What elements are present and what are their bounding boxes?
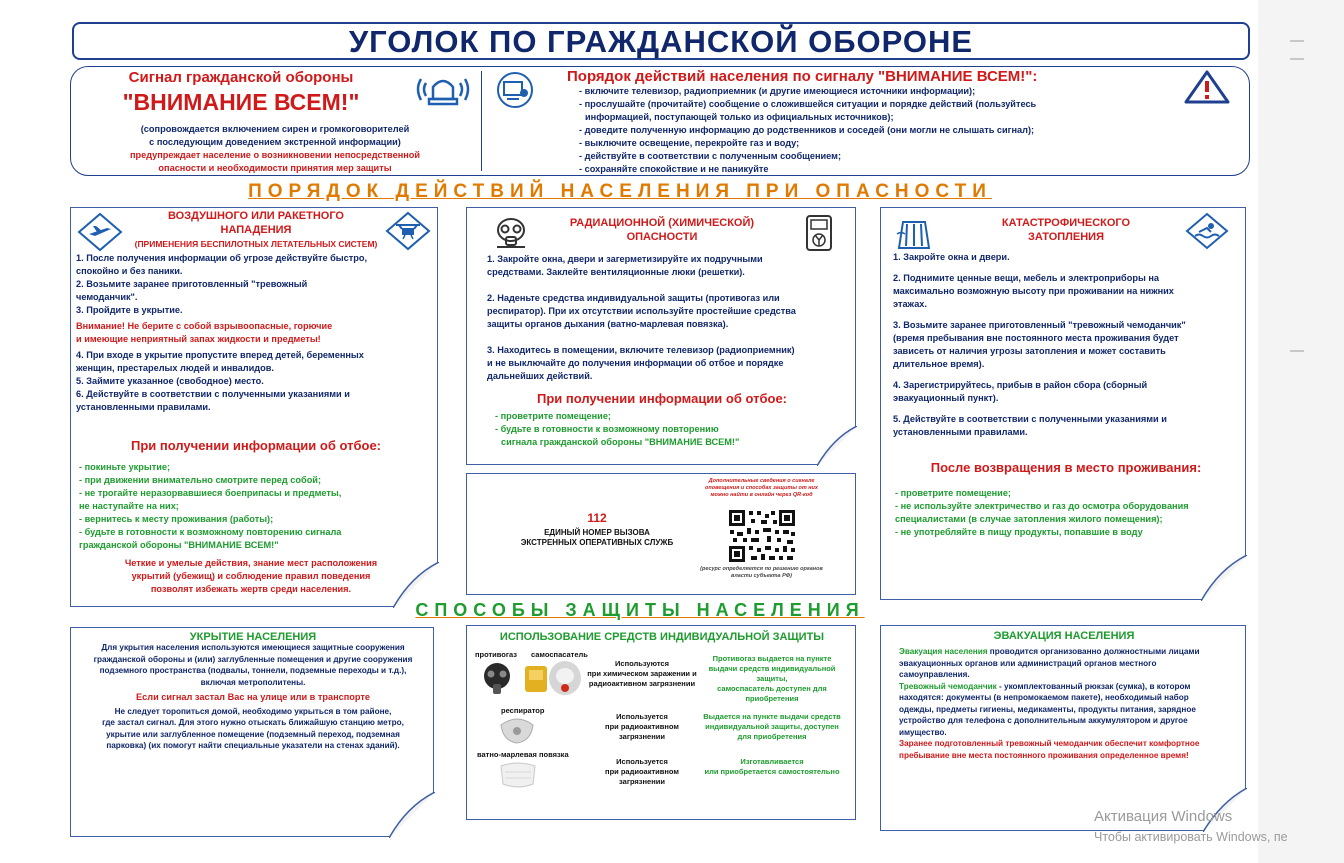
ppe-get-line: приобретения [745, 694, 799, 703]
card-air-attack [70, 207, 438, 607]
ppe-use-line: загрязнении [619, 732, 665, 741]
ppe-get-2 [697, 712, 847, 742]
shelter-line: Для укрытия населения используются имеющиеся защитные сооружения [101, 643, 405, 652]
page-curl-icon [817, 426, 857, 466]
bandage-icon [497, 760, 539, 795]
evac-line: одежды, предметы гигиены, медикаменты, продукты питания, зарядное [899, 704, 1196, 714]
evac-text [899, 646, 1243, 761]
ppe-use-line: при радиоактивном [605, 767, 679, 776]
evac-red-line: Заранее подготовленный тревожный чемоданчик обеспечит комфортное [899, 739, 1200, 748]
air-step: женщин, престарелых людей и инвалидов. [76, 363, 274, 373]
respirator-icon [497, 715, 537, 750]
signal-actions-title: Порядок действий населения по сигналу "ВНИМАНИЕ ВСЕМ!": [567, 68, 1038, 85]
rad-step: средствами. Заклейте вентиляционные люки (решетки). [487, 267, 745, 277]
rescuer-hood-icon [523, 658, 583, 703]
rad-card-title [537, 216, 787, 244]
flood-step: 2. Поднимите ценные вещи, мебель и электроприборы на [893, 273, 1160, 283]
evac-red-line: пребывание вне места постоянного проживания определенное время! [899, 750, 1189, 760]
flood-step: максимально возможную высоту при проживании на нижних [893, 286, 1174, 296]
air-clear-item: не наступайте на них; [79, 501, 179, 511]
section-dangers-header: ПОРЯДОК ДЕЙСТВИЙ НАСЕЛЕНИЯ ПРИ ОПАСНОСТИ [248, 181, 992, 202]
shelter-line: гражданской обороны и (или) заглубленные помещения и другие сооружения [93, 654, 413, 664]
shelter-line: включая метрополитены. [200, 677, 306, 687]
evac-highlight: Тревожный чемоданчик [899, 681, 997, 691]
evac-line: эвакуационных органов или администраций органов местного [899, 658, 1157, 668]
signal-divider [481, 71, 482, 171]
ppe-get-line: индивидуальной защиты, доступен [705, 722, 839, 731]
evac-highlight: Эвакуация населения [899, 647, 988, 656]
flood-steps [893, 251, 1243, 439]
emergency-label-line: ЕДИНЫЙ НОМЕР ВЫЗОВА [544, 528, 650, 537]
signal-note [95, 123, 455, 175]
poster-title-box [72, 22, 1250, 60]
air-clear-list [79, 461, 419, 552]
air-clear-item: - вернитесь к месту проживания (работы); [79, 514, 274, 524]
flood-step: 3. Возьмите заранее приготовленный "тревожный чемоданчик" [893, 320, 1186, 330]
evac-line [899, 646, 1243, 658]
ppe-gasmask-label: противогаз [475, 650, 517, 659]
rad-clear-item: сигнала гражданской обороны "ВНИМАНИЕ ВСЕМ!" [501, 437, 740, 447]
signal-box [70, 66, 1250, 176]
qr-caption-bottom: (ресурс определяется по решению органов власти субъекта РФ) [700, 566, 823, 579]
signal-action: - доведите полученную информацию до родственников и соседей (они могли не слышать сигнал); [579, 125, 1035, 135]
ppe-use-line: Используется [616, 712, 668, 721]
rad-step: и не выключайте до получения информации об отбое и порядке [487, 358, 784, 368]
warning-triangle-icon [1183, 69, 1231, 110]
drone-icon [385, 211, 431, 256]
air-clear-item: - при движении внимательно смотрите перед собой; [79, 475, 322, 485]
ppe-get-line: самоспасатель доступен для [717, 684, 827, 693]
card-flood [880, 207, 1246, 600]
air-step: 1. После получения информации об угрозе действуйте быстро, [76, 253, 368, 263]
rad-card-title-line: ОПАСНОСТИ [626, 231, 698, 243]
shelter-line: укрытие или заглубленное помещение (подземный переход, подземная [106, 729, 400, 739]
evac-title: ЭВАКУАЦИЯ НАСЕЛЕНИЯ [993, 630, 1135, 642]
evac-line: находятся: документы (в непромокаемом пакете), необходимый набор [899, 693, 1189, 702]
shelter-line: подземного пространства (подвалы, тоннели, подземные переходы и т.д.), [99, 666, 407, 675]
qr-code-icon[interactable] [727, 508, 797, 569]
flood-card-title [951, 216, 1181, 244]
rad-step: дальнейших действий. [487, 371, 593, 381]
air-step: установленными правилами. [76, 402, 211, 412]
flood-return-title: После возвращения в место проживания: [930, 460, 1202, 475]
ppe-get-line: Выдается на пункте выдачи средств [703, 712, 841, 721]
flood-step: установленными правилами. [893, 427, 1028, 437]
rad-step: 1. Закройте окна, двери и загерметизируйте их подручными [487, 254, 763, 264]
ppe-use-line: загрязнении [619, 777, 665, 786]
rad-step: защиты органов дыхания (ватно-марлевая повязка). [487, 319, 729, 329]
page-curl-icon [389, 792, 435, 838]
shelter-text [75, 642, 431, 752]
ppe-get-line: для приобретения [737, 732, 807, 741]
air-clear-title: При получении информации об отбое: [130, 438, 381, 453]
shelter-red-heading: Если сигнал застал Вас на улице или в транспорте [136, 692, 370, 702]
ppe-bandage-label: ватно-марлевая повязка [477, 750, 569, 759]
siren-icon [416, 71, 470, 112]
air-clear-item: - будьте в готовности к возможному повторению сигнала [79, 527, 342, 537]
ppe-get-3 [697, 757, 847, 777]
section-protection-header: СПОСОБЫ ЗАЩИТЫ НАСЕЛЕНИЯ [415, 600, 865, 620]
evac-line-rest: проводится организованно должностными лицами [987, 647, 1200, 656]
signal-action: - действуйте в соответствии с полученным сообщением; [579, 151, 842, 161]
ppe-get-line: защиты, [756, 674, 788, 683]
shelter-line: парковка) (их помогут найти специальные указатели на стенах зданий). [106, 741, 400, 750]
air-step: 5. Займите указанное (свободное) место. [76, 376, 264, 386]
dosimeter-icon [803, 214, 835, 257]
rad-step: 3. Находитесь в помещении, включите телевизор (радиоприемник) [487, 345, 795, 355]
evac-line: имущество. [899, 727, 947, 737]
ppe-use-3 [577, 757, 707, 787]
air-warning: и имеющие неприятный запах жидкости и предметы! [76, 334, 321, 344]
flood-return-item: специалистами (в случае затопления жилого помещения); [895, 514, 1163, 524]
air-card-title-line: НАПАДЕНИЯ [220, 224, 292, 236]
flood-step: 4. Зарегистрируйтесь, прибыв в район сбора (сборный [893, 380, 1148, 390]
flood-step: 1. Закройте окна и двери. [893, 252, 1010, 262]
air-footer-line: позволят избежать жертв среди населения. [150, 584, 352, 594]
signal-name: "ВНИМАНИЕ ВСЕМ!" [122, 89, 360, 115]
poster-title: УГОЛОК ПО ГРАЖДАНСКОЙ ОБОРОНЕ [348, 24, 974, 59]
evac-line-rest: - укомплектованный рюкзак (сумка), в котором [996, 681, 1191, 691]
flood-step: зависеть от наличия угрозы затопления и может составить [893, 346, 1166, 356]
air-card-title [131, 209, 381, 237]
ppe-respirator-label: респиратор [501, 706, 545, 715]
shelter-line: где застал сигнал. Для этого нужно отыскать ближайшую станцию метро, [102, 718, 404, 727]
air-step: 6. Действуйте в соответствии с полученными указаниями и [76, 389, 350, 399]
signal-note-line: с последующим доведением экстренной информации) [149, 137, 401, 147]
card-shelter [70, 627, 434, 837]
rad-steps [487, 253, 852, 383]
card-radiation [466, 207, 856, 465]
signal-note-line: (сопровождается включением сирен и громкоговорителей [140, 124, 410, 134]
windows-activation-title: Активация Windows [1094, 808, 1233, 825]
flood-step: длительное время). [893, 359, 985, 369]
flood-card-title-line: КАТАСТРОФИЧЕСКОГО [1001, 217, 1131, 229]
air-clear-item: - не трогайте неразорвавшиеся боеприпасы и предметы, [79, 488, 342, 498]
windows-activation-subtitle: Чтобы активировать Windows, пе [1094, 830, 1288, 844]
ppe-get-line: Противогаз выдается на пункте [712, 654, 832, 663]
ppe-title: ИСПОЛЬЗОВАНИЕ СРЕДСТВ ИНДИВИДУАЛЬНОЙ ЗАЩИТЫ [499, 631, 825, 643]
flood-return-item: - проветрите помещение; [895, 488, 1011, 498]
ppe-use-2 [577, 712, 707, 742]
air-steps [76, 252, 431, 414]
rad-step: 2. Наденьте средства индивидуальной защиты (противогаз или [487, 293, 780, 303]
flood-return-list [895, 487, 1240, 539]
card-emergency-number [466, 473, 856, 595]
air-footer-line: укрытий (убежищ) и соблюдение правил поведения [131, 571, 371, 581]
ppe-use-line: Используются [615, 659, 669, 668]
signal-note-red: опасности и необходимости принятия мер защиты [158, 163, 392, 173]
air-card-subtitle: (ПРИМЕНЕНИЯ БЕСПИЛОТНЫХ ЛЕТАТЕЛЬНЫХ СИСТЕМ) [134, 239, 378, 249]
ppe-use-1 [577, 659, 707, 689]
emergency-number: 112 [587, 511, 607, 525]
ppe-rescuer-label: самоспасатель [531, 650, 588, 659]
ppe-use-line: при химическом заражении и [587, 669, 697, 678]
ppe-use-line: Используется [616, 757, 668, 766]
air-clear-item: гражданской обороны "ВНИМАНИЕ ВСЕМ!" [79, 540, 279, 550]
tv-info-icon [493, 71, 537, 114]
signal-note-red: предупреждает население о возникновении непосредственной [129, 150, 421, 160]
shelter-title: УКРЫТИЕ НАСЕЛЕНИЯ [189, 631, 317, 643]
flood-swimmer-icon [1185, 212, 1229, 255]
rad-clear-item: - проветрите помещение; [495, 411, 611, 421]
ppe-use-line: радиоактивном загрязнении [588, 679, 696, 688]
flood-return-item: - не используйте электричество и газ до осмотра оборудования [895, 501, 1189, 511]
ppe-get-line: выдачи средств индивидуальной [708, 664, 836, 673]
air-step: 2. Возьмите заранее приготовленный "тревожный [76, 279, 308, 289]
signal-action: - выключите освещение, перекройте газ и воду; [579, 138, 800, 148]
ppe-use-line: при радиоактивном [605, 722, 679, 731]
rad-clear-item: - будьте в готовности к возможному повторению [495, 424, 719, 434]
ppe-get-1 [697, 654, 847, 704]
air-clear-item: - покиньте укрытие; [79, 462, 171, 472]
signal-action: - включите телевизор, радиоприемник (и другие имеющиеся источники информации); [579, 86, 976, 96]
flood-step: эвакуационный пункт). [893, 393, 999, 403]
rad-clear-list [495, 410, 835, 449]
rad-step: респиратор). При их отсутствии используйте простейшие средства [487, 306, 796, 316]
card-ppe [466, 625, 856, 820]
air-step: спокойно и без паники. [76, 266, 183, 276]
evac-line [899, 681, 1243, 693]
signal-action: - прослушайте (прочитайте) сообщение о сложившейся ситуации и порядке действий (пользуйтесь [579, 99, 1037, 109]
air-footer-line: Четкие и умелые действия, знание мест расположения [124, 558, 378, 568]
rad-card-title-line: РАДИАЦИОННОЙ (ХИМИЧЕСКОЙ) [569, 217, 755, 229]
card-evacuation [880, 625, 1246, 831]
air-warning: Внимание! Не берите с собой взрывоопасные, горючие [76, 321, 333, 331]
rad-clear-title: При получении информации об отбое: [536, 391, 787, 406]
flood-step: (время пребывания вне постоянного места проживания будет [893, 333, 1179, 343]
flood-card-title-line: ЗАТОПЛЕНИЯ [1027, 231, 1104, 243]
right-strip [1258, 0, 1344, 863]
signal-action: - сохраняйте спокойствие и не паникуйте [579, 164, 769, 174]
evac-line: устройство для телефона с дополнительным аккумулятором и другое [899, 716, 1188, 725]
shelter-line: Не следует торопиться домой, необходимо укрыться в том районе, [114, 706, 392, 716]
air-step: 3. Пройдите в укрытие. [76, 305, 183, 315]
gas-mask-icon [493, 216, 529, 255]
signal-left-panel [71, 67, 481, 175]
air-step: чемоданчик". [76, 292, 138, 302]
page-curl-icon [1201, 555, 1247, 601]
emergency-label [497, 528, 697, 548]
plane-icon [77, 212, 123, 257]
flood-step: этажах. [893, 299, 927, 309]
flood-step: 5. Действуйте в соответствии с полученными указаниями и [893, 414, 1167, 424]
evac-line: самоуправления. [899, 670, 970, 679]
ppe-get-line: или приобретается самостоятельно [704, 767, 840, 776]
signal-actions-list [579, 85, 1199, 176]
air-step: 4. При входе в укрытие пропустите вперед детей, беременных [76, 350, 364, 360]
air-card-title-line: ВОЗДУШНОГО ИЛИ РАКЕТНОГО [167, 210, 344, 222]
flood-return-item: - не употребляйте в пищу продукты, попавшие в воду [895, 527, 1143, 537]
signal-action: информацией, поступающей только из официальных источников); [585, 112, 894, 122]
ppe-get-line: Изготавливается [740, 757, 804, 766]
air-footer [81, 557, 421, 596]
qr-caption-top: Дополнительные сведения о сигнале оповещения и способах защиты от них можно найти в онлайн через QR-код [705, 478, 818, 498]
signal-title: Сигнал гражданской обороны [128, 69, 354, 86]
gas-mask-photo-icon [479, 660, 515, 701]
emergency-label-line: ЭКСТРЕННЫХ ОПЕРАТИВНЫХ СЛУЖБ [520, 538, 674, 547]
